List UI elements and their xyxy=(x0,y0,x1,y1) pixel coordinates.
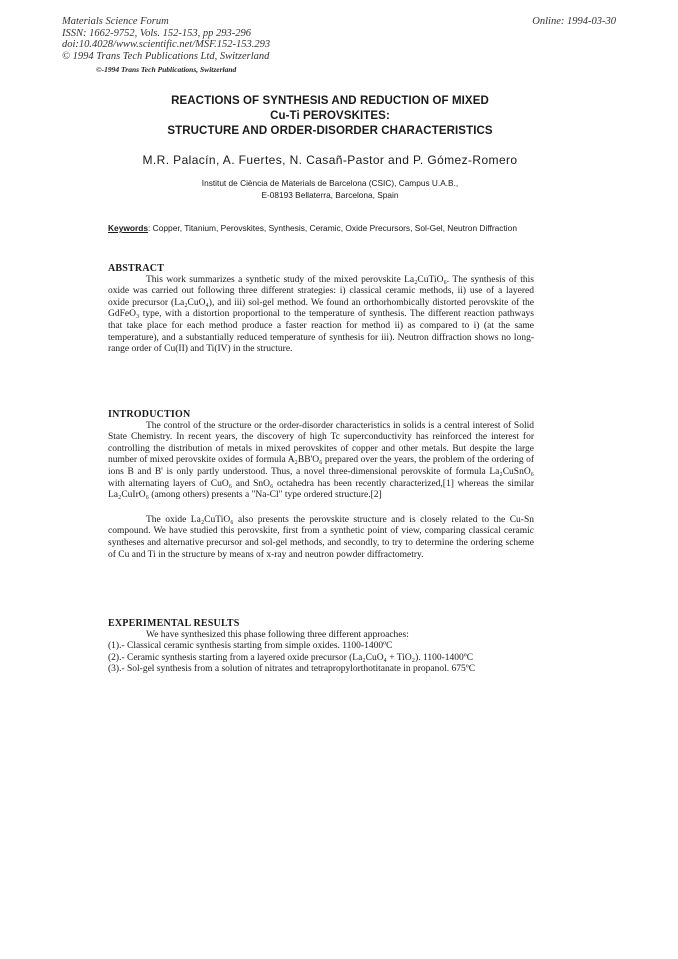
method-item-1: (1).- Classical ceramic synthesis starting from simple oxides. 1100-1400ºC xyxy=(108,641,393,652)
abstract-body: This work summarizes a synthetic study of the mixed perovskite La₂CuTiO₆. The synthesis of this oxide was carried out following three different strategies: i) classical ceramic methods, ii) use of a layered oxide precursor (La₂CuO₄), and iii) sol-gel method. We found an orthorhombically distorted perovskite of the GdFeO₃ type, with a distortion proportional to the temperature of synthesis. The different reaction pathways that take place for each method produce a faster reaction for method ii) as compared to i) (at the same temperature), and a substantially reduced temperature of synthesis for iii). Neutron diffraction shows no long-range order of Cu(II) and Ti(IV) in the structure. xyxy=(108,274,534,355)
journal-name: Materials Science Forum xyxy=(62,16,169,27)
abstract-section xyxy=(108,263,534,356)
doi-line: doi:10.4028/www.scientific.net/MSF.152-153.293 xyxy=(62,39,271,51)
online-date: Online: 1994-03-30 xyxy=(532,16,616,27)
author-list: M.R. Palacín, A. Fuertes, N. Casañ-Pastor and P. Gómez-Romero xyxy=(142,153,518,167)
title-line-3: STRUCTURE AND ORDER-DISORDER CHARACTERISTICS xyxy=(167,125,493,137)
issn-line: ISSN: 1662-9752, Vols. 152-153, pp 293-296 xyxy=(62,27,251,39)
experimental-section xyxy=(108,618,534,676)
experimental-heading: EXPERIMENTAL RESULTS xyxy=(108,618,240,629)
introduction-paragraph-1: The control of the structure or the order-disorder characteristics in solids is a central interest of Solid State Chemistry. In recent years, the discovery of high Tc superconductivity has reinforced the interest for controlling the distribution of metals in mixed perovskites of copper and other metals. But despite the large number of mixed perovskite oxides of formula A₂BB'O₆ prepared over the years, the problem of the ordering of ions B and B' is only partly understood. Thus, a novel three-dimensional perovskite of formula La₂CuSnO₆ with alternating layers of CuO₆ and SnO₆ octahedra has been recently characterized,[1] whereas the similar La₂CuIrO₆ (among others) presents a "Na-Cl" type ordered structure.[2] xyxy=(108,420,534,501)
journal-header xyxy=(62,16,270,62)
paper-title xyxy=(110,94,550,139)
method-item-3: (3).- Sol-gel synthesis from a solution of nitrates and tetrapropylorthotitanate in propanol. 675ºC xyxy=(108,664,476,675)
abstract-heading: ABSTRACT xyxy=(108,263,165,274)
method-item-2: (2).- Ceramic synthesis starting from a layered oxide precursor (La₂CuO₄ + TiO₂). 1100-1400ºC xyxy=(108,652,474,663)
title-line-1: REACTIONS OF SYNTHESIS AND REDUCTION OF MIXED xyxy=(171,95,489,107)
introduction-heading: INTRODUCTION xyxy=(108,409,191,420)
keywords-text: : Copper, Titanium, Perovskites, Synthesis, Ceramic, Oxide Precursors, Sol-Gel, Neutron Diffraction xyxy=(148,223,517,233)
keywords xyxy=(108,223,544,235)
keywords-label: Keywords xyxy=(108,223,149,233)
publisher-copyright: © 1994 Trans Tech Publications Ltd, Switzerland xyxy=(62,50,270,62)
affiliation xyxy=(110,178,550,201)
affiliation-line-1: Institut de Ciència de Materials de Barcelona (CSIC), Campus U.A.B., xyxy=(201,178,459,188)
experimental-intro: We have synthesized this phase following three different approaches: xyxy=(146,629,409,640)
print-copyright: ©-1994 Trans Tech Publications, Switzerland xyxy=(96,65,237,74)
introduction-section xyxy=(108,409,534,561)
introduction-paragraph-2: The oxide La₂CuTiO₆ also presents the perovskite structure and is closely related to the Cu-Sn compound. We have studied this perovskite, first from a synthetic point of view, comparing classical ceramic syntheses and alternative precursor and sol-gel methods, and secondly, to try to determine the ordering scheme of Cu and Ti in the structure by means of x-ray and neutron powder diffractometry. xyxy=(108,514,534,560)
affiliation-line-2: E-08193 Bellaterra, Barcelona, Spain xyxy=(261,189,399,200)
title-line-2: Cu-Ti PEROVSKITES: xyxy=(270,110,390,122)
